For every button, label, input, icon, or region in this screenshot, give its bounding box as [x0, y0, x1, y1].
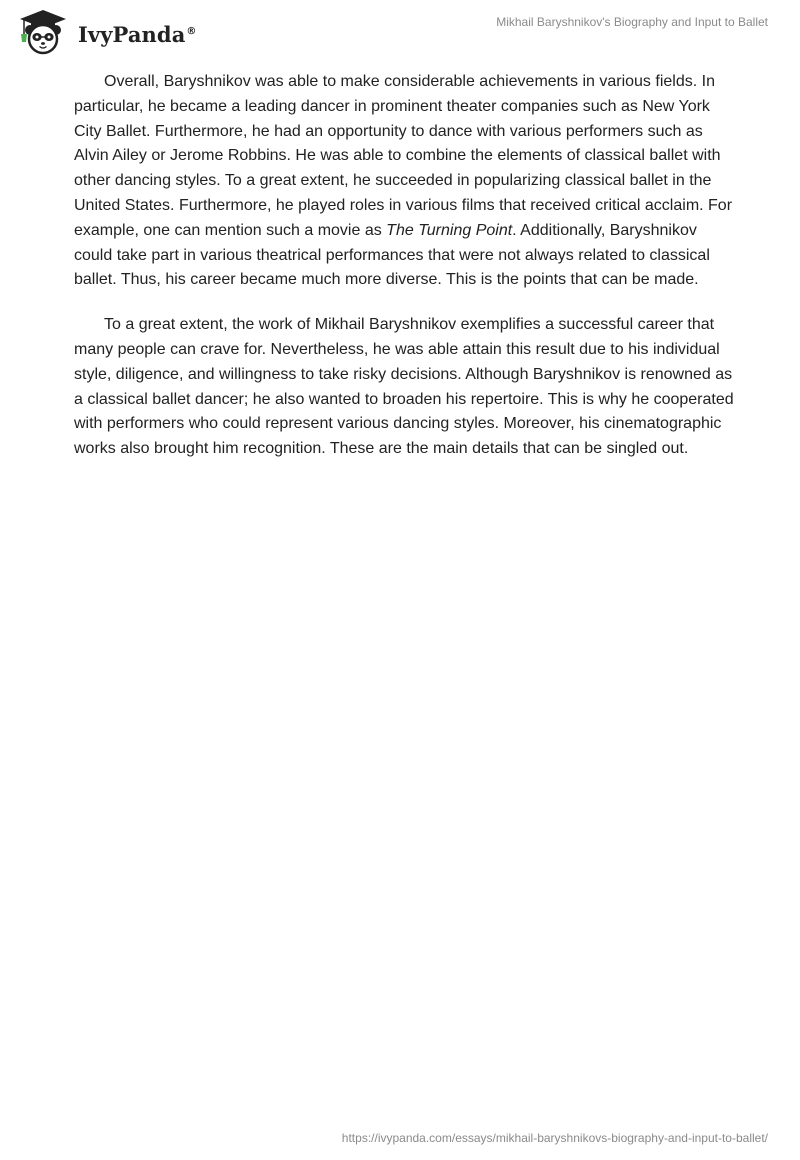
movie-title: The Turning Point: [386, 221, 513, 239]
essay-body: [74, 70, 734, 482]
ivypanda-logo[interactable]: [14, 8, 197, 56]
paragraph-1-text-a: Overall, Baryshnikov was able to make considerable achievements in various fields. In particular, he became a leading dancer in prominent theater companies such as New York City Ballet. Furthermore, he had an opportunity to dance with various performers such as Alvin Ailey or Jerome Robbins. He was able to combine the elements of classical ballet with other dancing styles. To a great extent, he succeeded in popularizing classical ballet in the United States. Furthermore, he played roles in various films that received critical acclaim. For example, one can mention such a movie as: [74, 73, 733, 239]
paragraph-1-text-b: . Additionally, Baryshnikov could take part in various theatrical performances that were not always related to classical ballet. Thus, his career became much more diverse. This is the points that can be made.: [74, 221, 710, 289]
registered-mark: ®: [186, 25, 197, 37]
panda-graduate-icon: [14, 8, 72, 56]
source-url[interactable]: https://ivypanda.com/essays/mikhail-baryshnikovs-biography-and-input-to-ballet/: [341, 1131, 768, 1145]
paragraph-1: [74, 70, 734, 293]
brand-name: IvyPanda®: [78, 21, 197, 47]
document-title: Mikhail Baryshnikov's Biography and Input to Ballet: [496, 15, 768, 29]
page-header: [0, 0, 800, 60]
paragraph-2: To a great extent, the work of Mikhail Baryshnikov exemplifies a successful career that many people can crave for. Nevertheless, he was able attain this result due to his individual style, diligence, and willingness to take risky decisions. Although Baryshnikov is renowned as a classical ballet dancer; he also wanted to broaden his repertoire. This is why he cooperated with performers who could represent various dancing styles. Moreover, his cinematographic works also brought him recognition. These are the main details that can be singled out.: [74, 316, 734, 458]
